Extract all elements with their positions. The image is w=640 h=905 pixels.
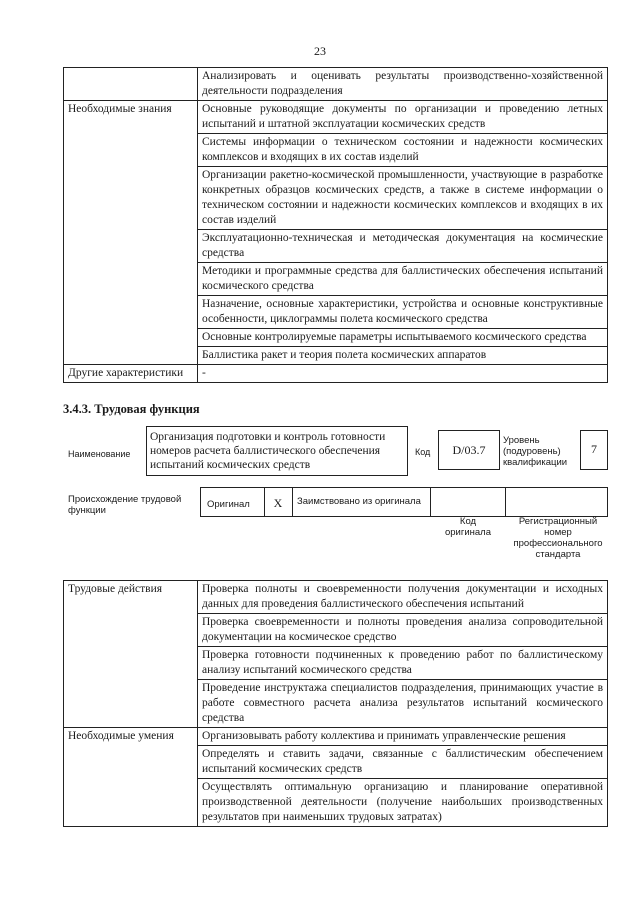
name-label: Наименование [68,449,131,459]
divider [264,487,265,517]
knowledge-table [63,67,608,383]
knowledge-item: Системы информации о техническом состоянии и надежности космических комплексов и входящих в их состав изделий [198,134,608,167]
reg-caption: Регистрационный номер профессионального стандарта [513,516,603,560]
origin-label: Происхождение трудовой функции [68,494,182,516]
action-item: Проверка полноты и своевременности получения документации и исходных данных для проведения баллистического обеспечения испытаний [198,581,608,614]
code-caption: Код оригинала [444,516,491,538]
knowledge-item: Назначение, основные характеристики, устройства и основные конструктивные особенности, циклограммы полета космического средства [198,296,608,329]
action-item: Проверка готовности подчиненных к проведению работ по баллистическому анализу испытаний космического средства [198,647,608,680]
actions-label: Трудовые действия [64,581,198,728]
divider [505,487,506,517]
divider [430,487,431,517]
knowledge-item: Эксплуатационно-техническая и методическая документация на космические средства [198,230,608,263]
name-value: Организация подготовки и контроль готовности номеров расчета баллистического обеспечения испытаний космических средств [150,431,386,471]
action-item: Проверка своевременности и полноты проведения анализа сопроводительной документации на космическое средство [198,614,608,647]
knowledge-item: Основные руководящие документы по организации и проведению летных испытаний и штатной эксплуатации космических средств [198,101,608,134]
page-number: 23 [314,44,326,58]
actions-table [63,580,608,827]
continuation-text: Анализировать и оценивать результаты производственно-хозяйственной деятельности подразделения [198,68,608,101]
skill-item: Осуществлять оптимальную организацию и планирование оперативной производственной деятельности (получение наибольших производственных результатов при наименьших трудовых затратах) [198,779,608,827]
table-row [64,728,608,746]
borrowed-label: Заимствовано из оригинала [297,496,421,507]
table-row [64,581,608,614]
skill-item: Организовывать работу коллектива и принимать управленческие решения [198,728,608,746]
other-label: Другие характеристики [64,365,198,383]
original-label: Оригинал [207,499,250,510]
empty-label-cell [64,68,198,101]
divider [292,487,293,517]
skill-item: Определять и ставить задачи, связанные с баллистическим обеспечением испытаний космических средств [198,746,608,779]
knowledge-item: Методики и программные средства для баллистических обеспечения испытаний космического средства [198,263,608,296]
level-value: 7 [591,442,597,456]
knowledge-item: Основные контролируемые параметры испытываемого космического средства [198,329,608,347]
other-value: - [198,365,608,383]
knowledge-label: Необходимые знания [64,101,198,365]
level-label: Уровень (подуровень) квалификации [503,435,568,468]
table-row [64,365,608,383]
table-row [64,68,608,101]
original-mark: X [273,496,283,510]
code-label: Код [415,447,431,457]
knowledge-item: Баллистика ракет и теория полета космических аппаратов [198,347,608,365]
code-value: D/03.7 [452,443,486,457]
skills-label: Необходимые умения [64,728,198,827]
action-item: Проведение инструктажа специалистов подразделения, принимающих участие в работе совместного расчета анализа результатов испытаний космического средства [198,680,608,728]
knowledge-item: Организации ракетно-космической промышленности, участвующие в разработке конкретных образцов космических средств, а также в системе информации о техническом состоянии и надежности космических комплексов и входящих в их состав изделий [198,167,608,230]
section-heading: 3.4.3. Трудовая функция [63,402,200,416]
table-row [64,101,608,134]
